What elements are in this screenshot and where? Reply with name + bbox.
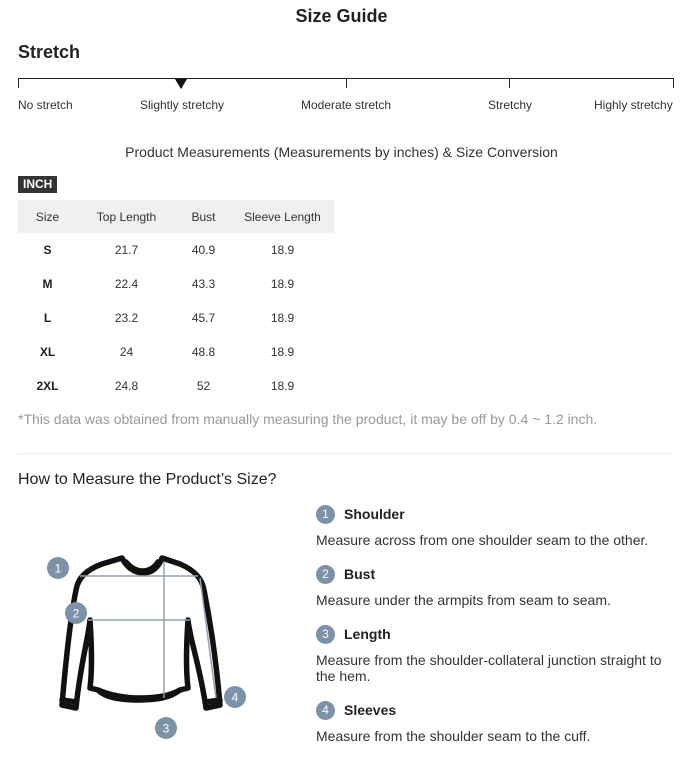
stretch-heading: Stretch (18, 42, 81, 62)
sweatshirt-diagram (40, 540, 260, 745)
bust-cell: 43.3 (191, 277, 216, 291)
diagram-number: 1 (54, 561, 62, 576)
sleeve-length-cell: 18.9 (270, 311, 295, 325)
sweatshirt-outline (62, 558, 220, 708)
size-cell: L (43, 311, 52, 325)
diagram-marker-4 (224, 686, 246, 708)
section-divider (18, 453, 674, 454)
point-number: 4 (316, 701, 335, 720)
stretch-label-high: Highly stretchy (594, 98, 673, 112)
size-cell: 2XL (36, 379, 59, 393)
diagram-number: 4 (231, 690, 239, 705)
how-to-measure-heading: How to Measure the Product’s Size? (18, 471, 277, 488)
table-row (18, 267, 334, 301)
scale-tick (509, 78, 510, 88)
stretch-label-stretchy: Stretchy (488, 98, 533, 112)
top-length-cell: 24.8 (114, 379, 139, 393)
bust-cell: 40.9 (191, 243, 216, 257)
point-title: Shoulder (344, 506, 405, 522)
bust-cell: 48.8 (191, 345, 216, 359)
diagram-marker-3 (155, 717, 177, 739)
column-header: Size (18, 200, 77, 233)
table-header-row (18, 200, 334, 233)
table-row (18, 301, 334, 335)
stretch-label-none: No stretch (18, 98, 73, 112)
column-header: Sleeve Length (231, 200, 334, 233)
measure-point-shoulder (316, 504, 676, 548)
point-title: Sleeves (344, 702, 397, 718)
size-cell: XL (39, 345, 56, 359)
measure-point-bust (316, 564, 676, 608)
table-row (18, 335, 334, 369)
scale-tick (18, 78, 19, 88)
measure-point-length (316, 624, 676, 684)
point-number: 2 (316, 565, 335, 584)
measurements-heading: Product Measurements (Measurements by inches) & Size Conversion (125, 144, 558, 160)
stretch-scale (18, 78, 674, 118)
size-cell: S (43, 243, 52, 257)
size-table (18, 200, 334, 403)
diagram-number: 2 (72, 606, 80, 621)
scale-tick (346, 78, 347, 88)
point-title: Length (344, 626, 391, 642)
diagram-marker-1 (47, 557, 69, 579)
column-header: Top Length (77, 200, 176, 233)
page-title: Size Guide (295, 6, 388, 26)
point-description: Measure from the shoulder seam to the cuff. (316, 728, 591, 744)
scale-tick (673, 78, 674, 88)
diagram-marker-2 (65, 602, 87, 624)
size-cell: M (42, 277, 53, 291)
top-length-cell: 23.2 (114, 311, 139, 325)
top-length-cell: 24 (119, 345, 134, 359)
sleeve-length-cell: 18.9 (270, 379, 295, 393)
point-description: Measure from the shoulder-collateral junction straight to the hem. (316, 652, 662, 684)
top-length-cell: 21.7 (114, 243, 139, 257)
bust-cell: 45.7 (191, 311, 216, 325)
measure-point-sleeves (316, 700, 676, 744)
column-header: Bust (176, 200, 231, 233)
measure-lines (80, 562, 216, 698)
stretch-label-slight: Slightly stretchy (140, 98, 225, 112)
top-length-cell: 22.4 (114, 277, 139, 291)
stretch-label-moderate: Moderate stretch (301, 98, 392, 112)
stretch-selected-marker (175, 79, 187, 89)
table-row (18, 233, 334, 267)
sleeve-length-cell: 18.9 (270, 277, 295, 291)
table-row (18, 369, 334, 403)
point-number: 3 (316, 625, 335, 644)
point-description: Measure across from one shoulder seam to the other. (316, 532, 649, 548)
point-description: Measure under the armpits from seam to seam. (316, 592, 611, 608)
sleeve-length-cell: 18.9 (270, 243, 295, 257)
unit-badge: INCH (18, 176, 57, 193)
bust-cell: 52 (196, 379, 211, 393)
sleeve-length-cell: 18.9 (270, 345, 295, 359)
diagram-number: 3 (162, 721, 170, 736)
point-title: Bust (344, 566, 376, 582)
point-number: 1 (316, 505, 335, 524)
measurement-disclaimer: *This data was obtained from manually measuring the product, it may be off by 0.4 ~ 1.2 inch. (18, 411, 598, 427)
